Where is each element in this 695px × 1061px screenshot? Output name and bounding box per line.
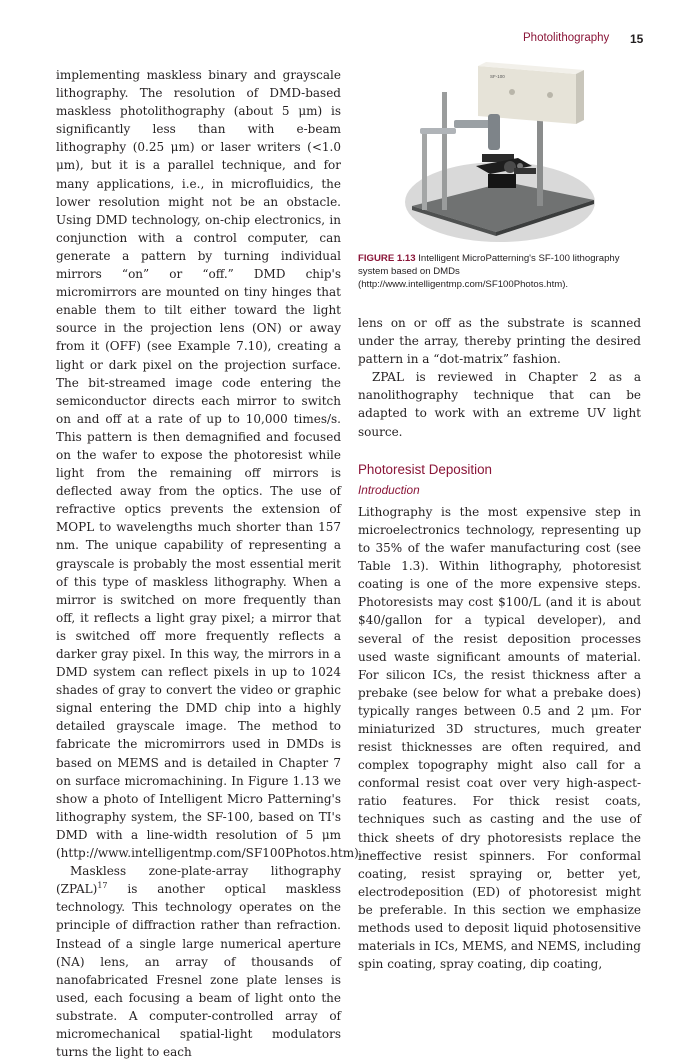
paragraph-lead: Maskless zone-plate-array lithography (ZPAL) [56,864,341,897]
running-header-section: Photolithography [523,32,610,44]
right-column [358,314,641,973]
subsection-heading: Introduction [358,482,420,497]
objective [488,114,500,150]
paragraph: lens on or off as the substrate is scanned under the array, thereby printing the desired pattern in a “dot-matrix” fashion. [358,316,641,367]
paragraph [56,862,341,1061]
paragraph-rest: is another optical maskless technology. This technology operates on the principle of diffraction rather than refraction. Instead of a single large numerical aperture (NA) lens, an array of thousands of nanofabricated Fresnel zone plate lenses is used, each focusing a beam of light onto the substrate. A computer-controlled array of micromechanical spatial-light modulators turns the light to each [56,882,341,1060]
rear-post [442,92,447,210]
housing-side [576,70,584,124]
page-number: 15 [630,32,644,46]
citation-superscript: 17 [97,881,108,891]
figure-caption [358,252,643,292]
section-heading: Photoresist Deposition [358,461,492,477]
paragraph: ZPAL is reviewed in Chapter 2 as a nanolithography technique that can be adapted to work with an extreme UV light source. [358,370,641,439]
figure-caption-text: Intelligent MicroPatterning's SF-100 lithography system based on DMDs (http://www.intelligentmp.com/SF100Photos.htm). [358,253,620,291]
figure-photo [400,62,600,246]
post-left [422,134,427,210]
figure-label: FIGURE 1.13 [358,253,416,264]
paragraph: Lithography is the most expensive step in microelectronics technology, representing up to 35% of the wafer manufacturing cost (see Table 1.3). Within lithography, photoresist coating is one of the more expensive steps. Photoresists may cost $100/L (and it is about $40/gallon for a typical developer), and several of the resist deposition processes used waste significant amounts of material. For silicon ICs, the resist thickness after a prebake (see below for what a prebake does) typically ranges between 0.5 and 2 μm. For miniaturized 3D structures, much greater resist thicknesses are often required, and complex topography might also call for a conformal resist coat over very high-aspect-ratio features. For thick resist coats, techniques such as casting and the use of thick sheets of dry photoresists replace the ineffective resist spinners. For conformal coating, resist spraying or, better yet, electrodeposition (ED) of photoresist might be preferable. In this section we emphasize methods used to deposit liquid photosensitive materials in ICs, MEMS, and NEMS, including spin coating, spray coating, dip coating, [358,504,641,972]
paragraph: implementing maskless binary and grayscale lithography. The resolution of DMD-based maskless photolithography (about 5 μm) is significantly less than with e-beam lithography (0.25 μm) or laser writers (<1.0 μm), but it is a parallel technique, and for many applications, i.e., in microfluidics, the lower resolution might not be an obstacle. Using DMD technology, on-chip electronics, in conjunction with a control computer, can generate a pattern by turning individual mirrors “on” or “off.” DMD chip's micromirrors are mounted on tiny hinges that enable them to tilt either toward the light source in the projection lens (ON) or away from it (OFF) (see Example 7.10), creating a light or dark pixel on the projection surface. The bit-streamed image code entering the semiconductor directs each mirror to switch on and off at a rate of up to 10,000 times/s. This pattern is then demagnified and focused on the wafer to expose the photoresist while light from the remaining off mirrors is deflected away from the optics. The use of refractive optics prevents the extension of MOPL to wavelengths much shorter than 157 nm. The unique capability of representing a grayscale is probably the most essential merit of this type of maskless lithography. When a mirror is switched on more frequently than off, it reflects a light gray pixel; a mirror that is switched off more frequently reflects a darker gray pixel. In this way, the mirrors in a DMD system can reflect pixels in up to 1024 shades of gray to convert the video or graphic signal entering the DMD chip into a highly detailed grayscale image. The method to fabricate the micromirrors used in DMDs is based on MEMS and is detailed in Chapter 7 on surface micromachining. In Figure 1.13 we show a photo of Intelligent Micro Patterning's lithography system, the SF-100, based on TI's DMD with a line-width resolution of 5 μm (http://www.intelligentmp.com/SF100Photos.htm). [56,68,363,861]
device-badge: SF-100 [490,74,505,79]
left-column [56,66,363,1061]
